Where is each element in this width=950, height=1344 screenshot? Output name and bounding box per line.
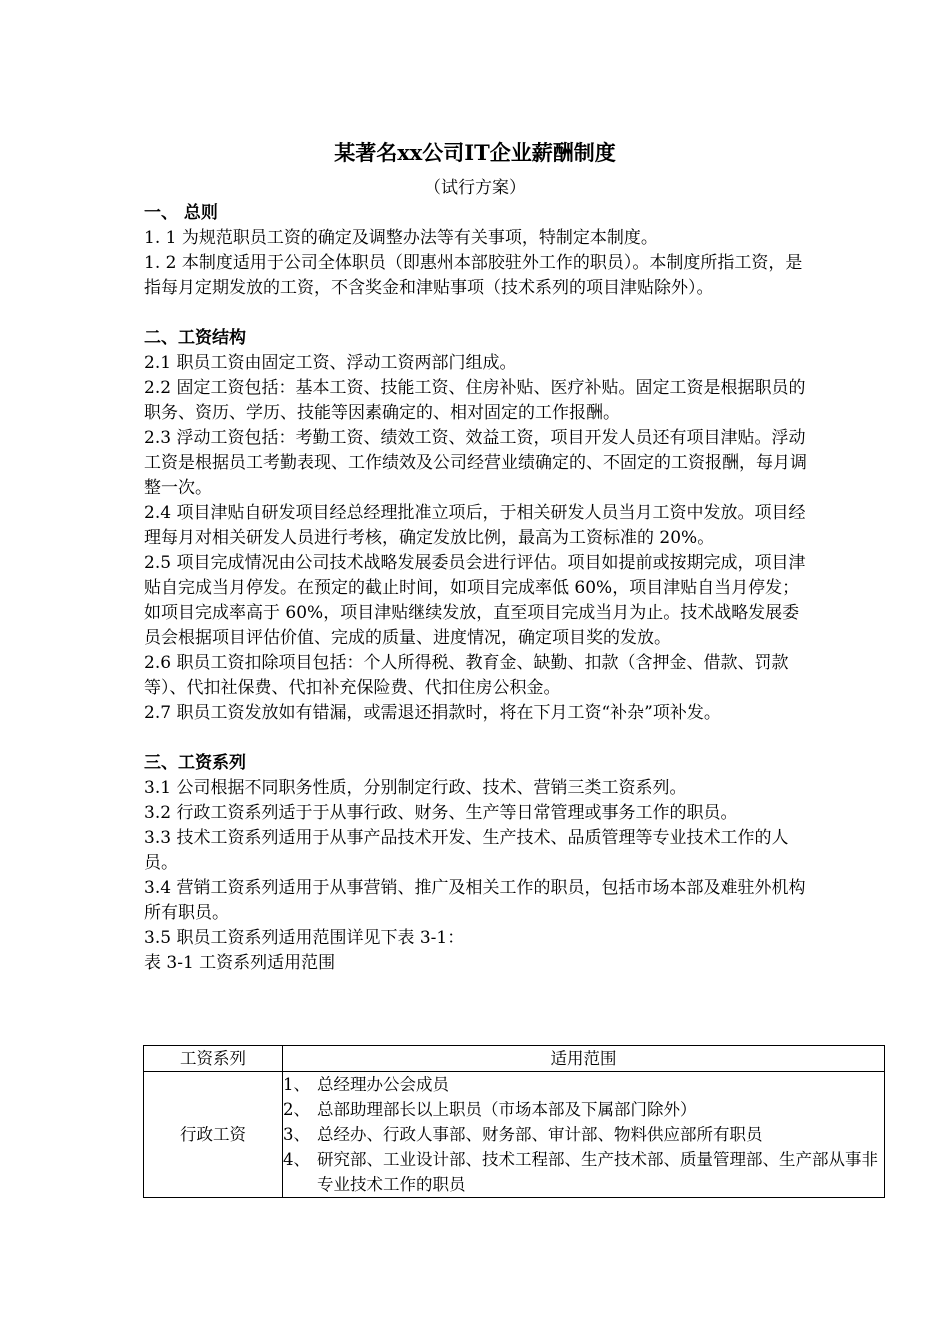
list-item-text: 总经理办公会成员 — [317, 1075, 449, 1094]
list-item-number: 4、 — [283, 1150, 310, 1169]
document-title: 某著名xx公司IT企业薪酬制度 — [334, 140, 616, 165]
list-item-text: 总部助理部长以上职员（市场本部及下属部门除外） — [317, 1100, 697, 1119]
paragraph: 3.2 行政工资系列适于于从事行政、财务、生产等日常管理或事务工作的职员。 — [144, 803, 738, 823]
paragraph: 2.5 项目完成情况由公司技术战略发展委员会进行评估。项目如提前或按期完成，项目津贴自完成当月停发。在预定的截止时间，如项目完成率低 60%，项目津贴自当月停发；如项目完成率高于 60%，项目津贴继续发放，直至项目完成当月为止。技术战略发展委员会根据项目评估价值、完成的质量、进度情况，确定项目奖的发放。 — [144, 553, 806, 648]
table-header-scope: 适用范围 — [283, 1046, 885, 1072]
paragraph: 2.1 职员工资由固定工资、浮动工资两部门组成。 — [144, 353, 517, 373]
list-item-number: 2、 — [283, 1100, 310, 1119]
paragraph: 2.7 职员工资发放如有错漏，或需退还捐款时，将在下月工资“补杂”项补发。 — [144, 703, 721, 723]
list-item-number: 3、 — [283, 1125, 310, 1144]
list-item-text: 研究部、工业设计部、技术工程部、生产技术部、质量管理部、生产部从事非专业技术工作的职员 — [317, 1150, 878, 1194]
list-item-number: 1、 — [283, 1075, 310, 1094]
paragraph: 2.2 固定工资包括：基本工资、技能工资、住房补贴、医疗补贴。固定工资是根据职员的职务、资历、学历、技能等因素确定的、相对固定的工作报酬。 — [144, 378, 806, 423]
table-header-series: 工资系列 — [144, 1046, 283, 1072]
table-header-row — [144, 1046, 885, 1072]
paragraph: 2.4 项目津贴自研发项目经总经理批准立项后，于相关研发人员当月工资中发放。项目经理每月对相关研发人员进行考核，确定发放比例，最高为工资标准的 20%。 — [144, 503, 806, 548]
table-caption: 表 3-1 工资系列适用范围 — [144, 953, 336, 973]
document-subtitle: （试行方案） — [424, 178, 526, 198]
section-heading: 二、工资结构 — [144, 328, 246, 348]
paragraph: 3.1 公司根据不同职务性质，分别制定行政、技术、营销三类工资系列。 — [144, 778, 687, 798]
list-item — [283, 1097, 884, 1122]
table-cell-scope — [283, 1072, 885, 1198]
paragraph: 2.6 职员工资扣除项目包括：个人所得税、教育金、缺勤、扣款（含押金、借款、罚款等）、代扣社保费、代扣补充保险费、代扣住房公积金。 — [144, 653, 789, 698]
salary-series-table — [143, 1045, 885, 1198]
list-item-text: 总经办、行政人事部、财务部、审计部、物料供应部所有职员 — [317, 1125, 763, 1144]
list-item — [283, 1122, 884, 1147]
table-row — [144, 1072, 885, 1198]
paragraph: 1. 2 本制度适用于公司全体职员（即惠州本部胶驻外工作的职员）。本制度所指工资，是指每月定期发放的工资，不含奖金和津贴事项（技术系列的项目津贴除外）。 — [144, 253, 803, 298]
paragraph: 3.4 营销工资系列适用于从事营销、推广及相关工作的职员，包括市场本部及难驻外机构所有职员。 — [144, 878, 806, 923]
paragraph: 2.3 浮动工资包括：考勤工资、绩效工资、效益工资，项目开发人员还有项目津贴。浮动工资是根据员工考勤表现、工作绩效及公司经营业绩确定的、不固定的工资报酬，每月调整一次。 — [144, 428, 807, 498]
paragraph: 3.5 职员工资系列适用范围详见下表 3-1： — [144, 928, 465, 948]
list-item — [283, 1147, 884, 1197]
paragraph: 3.3 技术工资系列适用于从事产品技术开发、生产技术、品质管理等专业技术工作的人员。 — [144, 828, 789, 873]
section-heading: 一、 总则 — [144, 203, 218, 223]
table-cell-series: 行政工资 — [144, 1072, 283, 1198]
paragraph: 1. 1 为规范职员工资的确定及调整办法等有关事项，特制定本制度。 — [144, 228, 658, 248]
document-body — [144, 201, 812, 976]
spacer — [144, 301, 812, 326]
section-heading: 三、工资系列 — [144, 753, 246, 773]
spacer — [144, 726, 812, 751]
list-item — [283, 1072, 884, 1097]
